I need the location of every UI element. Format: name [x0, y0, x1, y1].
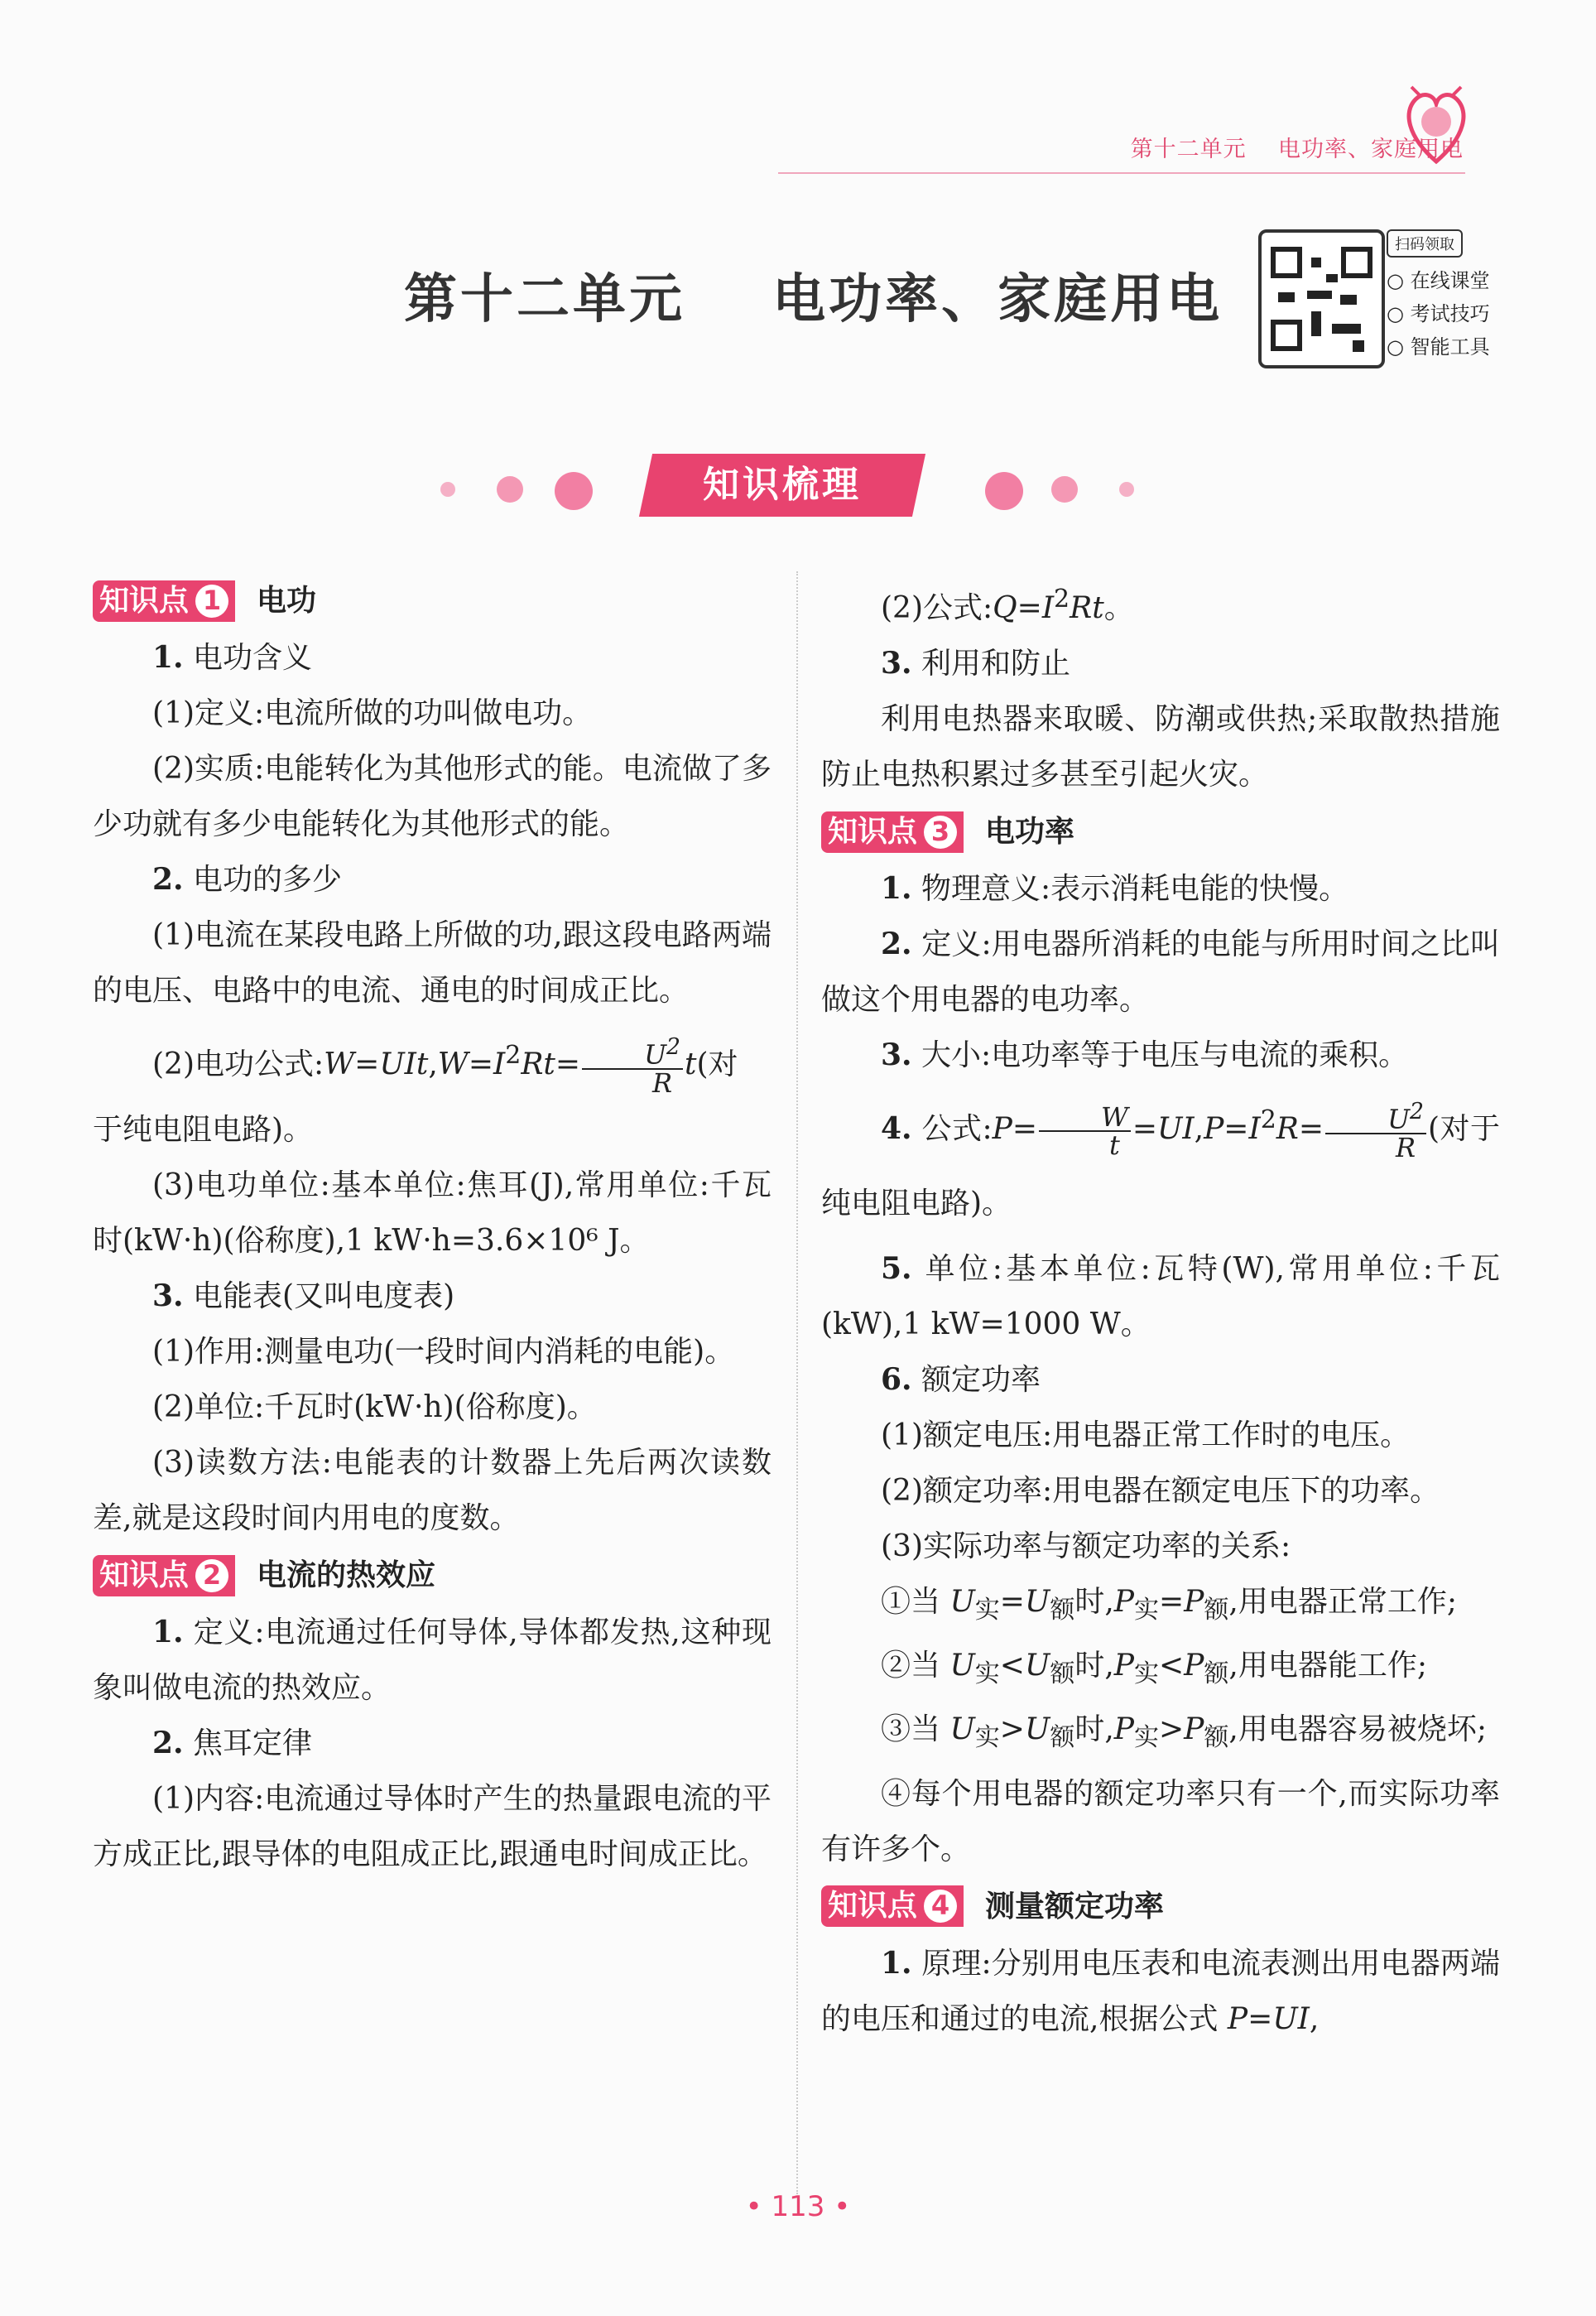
qr-tag: 扫码领取 — [1387, 229, 1463, 258]
paragraph: 1. 原理:分别用电压表和电流表测出用电器两端的电压和通过的电流,根据公式 P=UI, — [821, 1945, 1500, 2036]
paragraph: (1)内容:电流通过导体时产生的热量跟电流的平方成正比,跟导体的电阻成正比,跟通电时间成正比。 — [93, 1782, 772, 1871]
paragraph: (2)单位:千瓦时(kW·h)(俗称度)。 — [152, 1390, 597, 1424]
section-heading: 2. 焦耳定律 — [152, 1726, 313, 1760]
knowledge-point-2 — [93, 1548, 772, 1603]
kp-title: 电功 — [257, 584, 317, 618]
dot-decoration — [1119, 482, 1134, 497]
paragraph: 5. 单位:基本单位:瓦特(W),常用单位:千瓦(kW),1 kW=1000 W。 — [821, 1251, 1500, 1341]
paragraph: ①当 $U_实=U_额$时$,P_实=P_额$,用电器正常工作; — [881, 1585, 1457, 1625]
heart-emblem-icon — [1399, 70, 1473, 171]
left-column — [93, 571, 772, 1882]
section-banner — [439, 447, 1142, 530]
paragraph: (1)作用:测量电功(一段时间内消耗的电能)。 — [152, 1335, 735, 1369]
header-rule — [778, 172, 1465, 174]
dot-decoration — [497, 476, 523, 503]
paragraph: 于纯电阻电路)。 — [93, 1113, 314, 1147]
paragraph: (2)实质:电能转化为其他形式的能。电流做了多少功就有多少电能转化为其他形式的能。 — [93, 752, 772, 841]
paragraph: 3. 大小:电功率等于电压与电流的乘积。 — [881, 1038, 1409, 1072]
page-number: • 113 • — [745, 2190, 851, 2223]
paragraph: (3)实际功率与额定功率的关系: — [881, 1529, 1291, 1563]
kp-title: 测量额定功率 — [985, 1889, 1165, 1924]
dot-decoration — [555, 472, 593, 510]
banner-label: 知识梳理 — [639, 454, 925, 517]
qr-pattern-icon — [1262, 233, 1382, 365]
section-heading: 2. 电功的多少 — [152, 862, 343, 897]
qr-panel — [1387, 229, 1490, 364]
qr-code[interactable] — [1258, 229, 1385, 368]
qr-item: ○ 智能工具 — [1387, 335, 1490, 359]
dot-decoration — [440, 482, 455, 497]
kp-title: 电流的热效应 — [257, 1558, 436, 1592]
qr-item: ○ 考试技巧 — [1387, 302, 1490, 325]
paragraph: (1)额定电压:用电器正常工作时的电压。 — [881, 1418, 1411, 1452]
knowledge-point-4 — [821, 1879, 1500, 1934]
running-header-unit: 第十二单元 — [1130, 137, 1247, 162]
fraction: $\frac{U^2}{R}$ — [582, 1037, 683, 1096]
paragraph: 利用电热器来取暖、防潮或供热;采取散热措施防止电热积累过多甚至引起火灾。 — [821, 702, 1500, 792]
knowledge-point-1 — [93, 573, 772, 628]
kp-badge: 知识点 3 — [821, 811, 964, 853]
right-column — [821, 571, 1500, 2047]
paragraph: (2)额定功率:用电器在额定电压下的功率。 — [881, 1474, 1440, 1508]
paragraph: ②当 $U_实<U_额$时$,P_实<P_额$,用电器能工作; — [881, 1649, 1427, 1689]
kp-badge: 知识点 4 — [821, 1885, 964, 1927]
knowledge-point-3 — [821, 804, 1500, 859]
kp-badge: 知识点 2 — [93, 1555, 235, 1596]
paragraph: 2. 定义:用电器所消耗的电能与所用时间之比叫做这个用电器的电功率。 — [821, 927, 1500, 1017]
paragraph: (2)电功公式$:W=UIt,W=I^2Rt=$ $\frac{U^2}{R}$ t(对 — [152, 1034, 738, 1099]
paragraph: (2)公式$:Q=I^2Rt$。 — [881, 585, 1134, 625]
page-title — [404, 257, 1223, 333]
kp-badge: 知识点 1 — [93, 580, 235, 622]
paragraph: 1. 物理意义:表示消耗电能的快慢。 — [881, 871, 1349, 906]
section-heading: 3. 利用和防止 — [881, 646, 1071, 681]
paragraph: (1)定义:电流所做的功叫做电功。 — [152, 696, 593, 730]
title-topic: 电功率、家庭用电 — [772, 269, 1223, 330]
paragraph: (3)电功单位:基本单位:焦耳(J),常用单位:千瓦时(kW·h)(俗称度),1 kW·h=3.6×10⁶ J。 — [93, 1168, 772, 1258]
paragraph: 4. 公式:P= $\frac{W}{t}$ $=UI,P=I^2R=$ $\frac{U^2}{R}$ (对于纯电阻电路)。 — [821, 1099, 1500, 1221]
fraction: $\frac{W}{t}$ — [1039, 1104, 1131, 1158]
section-heading: 3. 电能表(又叫电度表) — [152, 1278, 455, 1313]
dot-decoration — [1051, 476, 1078, 503]
paragraph: ③当 $U_实>U_额$时$,P_实>P_额$,用电器容易被烧坏; — [881, 1712, 1487, 1753]
section-heading: 6. 额定功率 — [881, 1362, 1041, 1397]
paragraph: ④每个用电器的额定功率只有一个,而实际功率有许多个。 — [821, 1776, 1500, 1866]
title-unit: 第十二单元 — [404, 269, 685, 330]
running-header-topic: 电功率、家庭用电 — [1278, 137, 1464, 162]
section-heading: 1. 电功含义 — [152, 640, 313, 675]
column-divider — [796, 571, 800, 2194]
paragraph: (3)读数方法:电能表的计数器上先后两次读数差,就是这段时间内用电的度数。 — [93, 1446, 772, 1535]
kp-title: 电功率 — [985, 815, 1075, 849]
fraction: $\frac{U^2}{R}$ — [1325, 1101, 1426, 1161]
qr-item: ○ 在线课堂 — [1387, 269, 1490, 292]
paragraph: (1)电流在某段电路上所做的功,跟这段电路两端的电压、电路中的电流、通电的时间成正比。 — [93, 918, 772, 1008]
paragraph: 1. 定义:电流通过任何导体,导体都发热,这种现象叫做电流的热效应。 — [93, 1615, 772, 1705]
dot-decoration — [985, 472, 1023, 510]
